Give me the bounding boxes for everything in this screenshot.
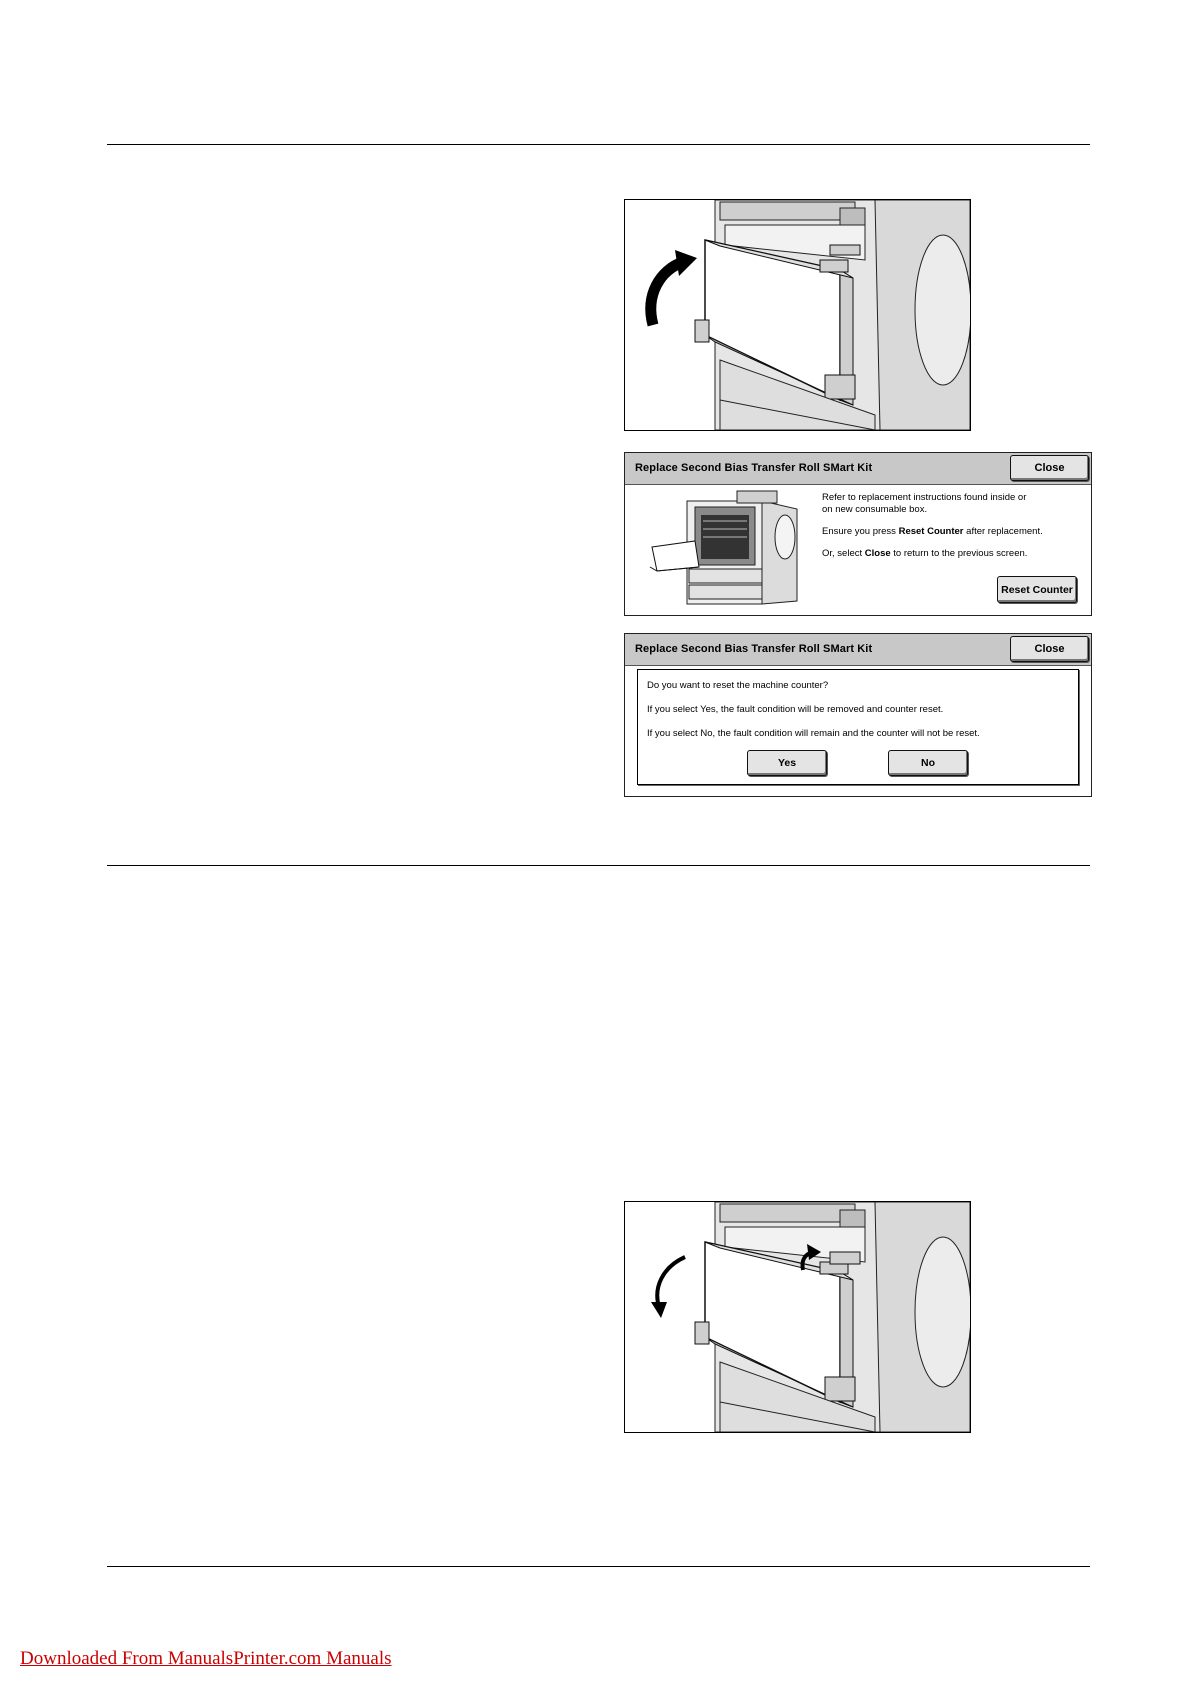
close-button[interactable]: Close bbox=[1010, 636, 1089, 662]
no-button[interactable]: No bbox=[888, 750, 968, 776]
no-explanation: If you select No, the fault condition will remain and the counter will not be reset. bbox=[647, 728, 980, 739]
yes-button[interactable]: Yes bbox=[747, 750, 827, 776]
confirm-message-frame bbox=[637, 669, 1079, 785]
close-button[interactable]: Close bbox=[1010, 455, 1089, 481]
footer-download-link[interactable]: Downloaded From ManualsPrinter.com Manuals bbox=[20, 1648, 392, 1669]
dialog-header bbox=[625, 453, 1091, 485]
instruction-line-4: Or, select Close to return to the previous screen. bbox=[822, 548, 1028, 559]
machine-diagram bbox=[647, 489, 802, 607]
instruction-line-1: Refer to replacement instructions found inside or bbox=[822, 492, 1027, 503]
reset-counter-button[interactable]: Reset Counter bbox=[997, 576, 1077, 603]
dialog-title: Replace Second Bias Transfer Roll SMart Kit bbox=[635, 643, 873, 655]
top-rule bbox=[107, 144, 1090, 145]
dialog-header bbox=[625, 634, 1091, 666]
reset-confirm-dialog bbox=[624, 633, 1092, 797]
instruction-line-3: Ensure you press Reset Counter after replacement. bbox=[822, 526, 1043, 537]
bottom-rule bbox=[107, 1566, 1090, 1567]
replace-kit-dialog bbox=[624, 452, 1092, 616]
confirm-question: Do you want to reset the machine counter? bbox=[647, 680, 829, 691]
instruction-line-2: on new consumable box. bbox=[822, 504, 928, 515]
illustration-close-cover bbox=[624, 199, 971, 431]
illustration-open-cover bbox=[624, 1201, 971, 1433]
yes-explanation: If you select Yes, the fault condition will be removed and counter reset. bbox=[647, 704, 944, 715]
middle-rule bbox=[107, 865, 1090, 866]
dialog-title: Replace Second Bias Transfer Roll SMart Kit bbox=[635, 462, 873, 474]
